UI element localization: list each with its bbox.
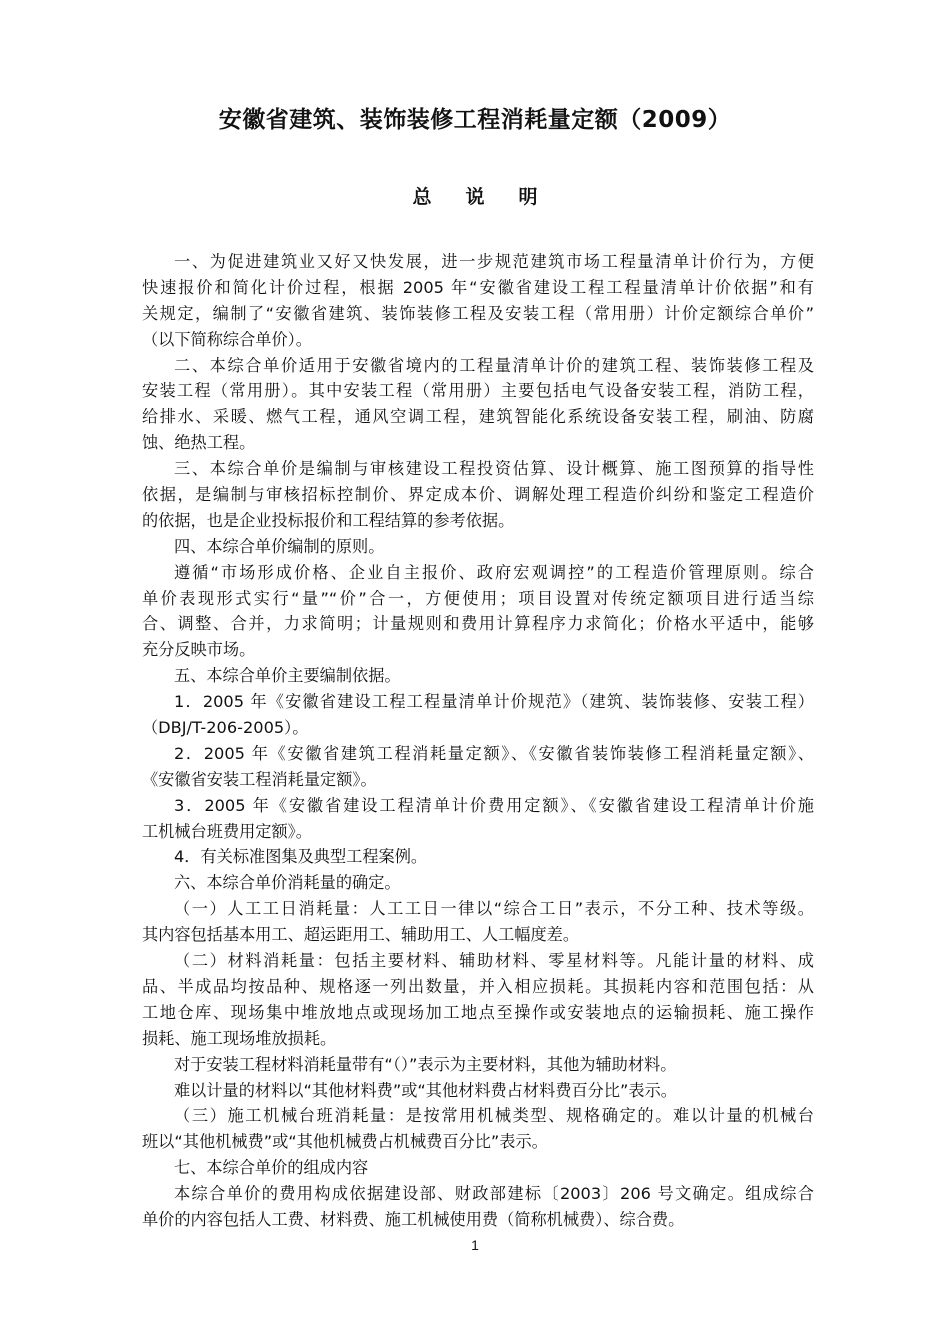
- text-line: 的依据，也是企业投标报价和工程结算的参考依据。: [142, 510, 515, 530]
- text-line: 对于安装工程材料消耗量带有“（）”表示为主要材料，其他为辅助材料。: [174, 1054, 677, 1074]
- text-line: 遵循“市场形成价格、企业自主报价、政府宏观调控”的工程造价管理原则。综合: [174, 562, 814, 582]
- text-line: 依据，是编制与审核招标控制价、界定成本价、调解处理工程造价纠纷和鉴定工程造价: [142, 485, 814, 505]
- text-line: 难以计量的材料以“其他材料费”或“其他材料费占材料费百分比”表示。: [174, 1080, 677, 1100]
- text-line: 快速报价和简化计价过程，根据 2005 年“安徽省建设工程工程量清单计价依据”和有: [142, 277, 814, 297]
- text-line: （DBJ/T-206-2005）。: [142, 718, 309, 738]
- text-line: 本综合单价的费用构成依据建设部、财政部建标〔2003〕206 号文确定。组成综合: [174, 1184, 814, 1204]
- text-line: 4．有关标准图集及典型工程案例。: [174, 847, 428, 867]
- page-number: 1: [471, 1237, 479, 1253]
- text-line: 1．2005 年《安徽省建设工程工程量清单计价规范》（建筑、装饰装修、安装工程）: [174, 692, 814, 712]
- section-heading-char: 明: [518, 186, 538, 208]
- text-line: 损耗、施工现场堆放损耗。: [142, 1028, 337, 1048]
- document-title: 安徽省建筑、装饰装修工程消耗量定额（2009）: [218, 107, 732, 133]
- text-line: 一、为促进建筑业又好又快发展，进一步规范建筑市场工程量清单计价行为，方便: [174, 252, 814, 271]
- text-line: （二）材料消耗量：包括主要材料、辅助材料、零星材料等。凡能计量的材料、成: [174, 951, 814, 971]
- text-line: 工地仓库、现场集中堆放地点或现场加工地点至操作或安装地点的运输损耗、施工操作: [142, 1002, 814, 1022]
- text-line: 3．2005 年《安徽省建设工程清单计价费用定额》、《安徽省建设工程清单计价施: [174, 795, 814, 815]
- section-heading-char: 总: [412, 186, 432, 208]
- text-line: （以下简称综合单价）。: [142, 329, 312, 349]
- text-line: 单价表现形式实行“量”“价”合一，方便使用；项目设置对传统定额项目进行适当综: [142, 588, 814, 608]
- text-line: 三、本综合单价是编制与审核建设工程投资估算、设计概算、施工图预算的指导性: [174, 459, 814, 479]
- text-line: 单价的内容包括人工费、材料费、施工机械使用费（简称机械费）、综合费。: [142, 1209, 685, 1229]
- text-line: 《安徽省安装工程消耗量定额》。: [142, 769, 377, 789]
- text-line: 品、半成品均按品种、规格逐一列出数量，并入相应损耗。其损耗内容和范围包括：从: [142, 976, 814, 996]
- body-text: [142, 249, 814, 1233]
- text-line: 充分反映市场。: [142, 640, 256, 660]
- text-line: 合、调整、合并，力求简明；计量规则和费用计算程序力求简化；价格水平适中，能够: [142, 614, 814, 634]
- text-line: 蚀、绝热工程。: [142, 433, 256, 453]
- text-line: 六、本综合单价消耗量的确定。: [174, 873, 401, 893]
- text-line: 安装工程（常用册）。其中安装工程（常用册）主要包括电气设备安装工程，消防工程，: [142, 381, 814, 401]
- text-line: 四、本综合单价编制的原则。: [174, 536, 385, 556]
- text-line: 给排水、采暖、燃气工程，通风空调工程，建筑智能化系统设备安装工程，刷油、防腐: [142, 407, 814, 427]
- section-heading-char: 说: [465, 186, 485, 208]
- text-line: 七、本综合单价的组成内容: [174, 1158, 369, 1178]
- text-line: 工机械台班费用定额》。: [142, 821, 312, 841]
- text-line: 二、本综合单价适用于安徽省境内的工程量清单计价的建筑工程、装饰装修工程及: [174, 355, 814, 375]
- section-heading: [0, 183, 950, 211]
- text-line: 关规定，编制了“安徽省建筑、装饰装修工程及安装工程（常用册）计价定额综合单价”: [142, 303, 814, 323]
- text-line: 2．2005 年《安徽省建筑工程消耗量定额》、《安徽省装饰装修工程消耗量定额》、: [174, 743, 814, 763]
- text-line: （一）人工工日消耗量：人工工日一律以“综合工日”表示，不分工种、技术等级。: [174, 899, 814, 919]
- text-line: 五、本综合单价主要编制依据。: [174, 666, 401, 686]
- text-line: 班以“其他机械费”或“其他机械费占机械费百分比”表示。: [142, 1132, 548, 1152]
- text-line: 其内容包括基本用工、超运距用工、辅助用工、人工幅度差。: [142, 925, 580, 945]
- text-line: （三）施工机械台班消耗量：是按常用机械类型、规格确定的。难以计量的机械台: [174, 1106, 814, 1126]
